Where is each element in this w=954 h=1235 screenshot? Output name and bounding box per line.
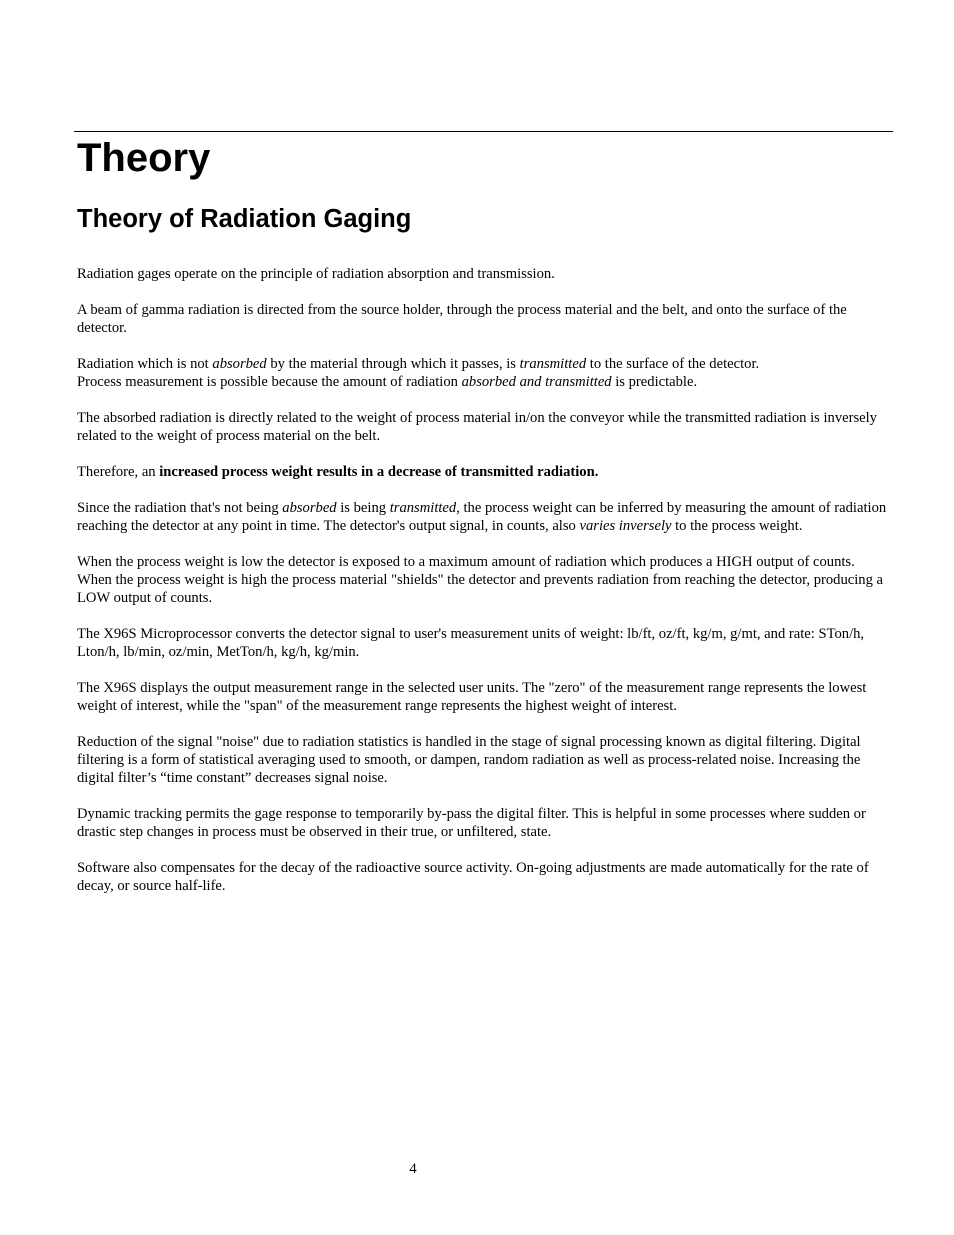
text-run: is being: [336, 500, 390, 516]
body-text: [77, 265, 889, 913]
chapter-title: Theory: [77, 136, 211, 180]
text-run: by the material through which it passes, is: [266, 356, 520, 372]
paragraph-12: [77, 859, 889, 895]
text-run: Since the radiation that's not being: [77, 500, 283, 516]
text-run: Process measurement is possible because the amount of radiation: [77, 374, 462, 390]
text-run: Software also compensates for the decay of the radioactive source activity. On-going adjustments are made automatically for the rate of decay, or source half-life.: [77, 860, 869, 894]
paragraph-11: [77, 805, 889, 841]
text-run: Radiation gages operate on the principle of radiation absorption and transmission.: [77, 266, 555, 282]
text-run: Radiation which is not: [77, 356, 213, 372]
section-title: Theory of Radiation Gaging: [77, 205, 412, 233]
bold-text: increased process weight results in a decrease of transmitted radiation.: [159, 464, 599, 480]
page-number: 4: [409, 1161, 417, 1177]
text-run: Therefore, an: [77, 464, 160, 480]
paragraph-2: [77, 301, 889, 337]
text-run: , the process weight can be inferred by measuring the amount of radiation reaching the detector at any point in time. The detector's output signal, in counts, also: [77, 500, 887, 534]
text-run: is predictable.: [611, 374, 698, 390]
header-rule: [74, 131, 893, 132]
text-run: A beam of gamma radiation is directed from the source holder, through the process material and the belt, and onto the surface of the detector.: [77, 302, 847, 336]
text-run: to the process weight.: [671, 518, 803, 534]
text-run: Reduction of the signal "noise" due to radiation statistics is handled in the stage of signal processing known as digital filtering. Digital filtering is a form of statistical averaging used to smooth, or dampen, random radiation as well as process-related noise. Increasing the digital filter’s “time constant” decreases signal noise.: [77, 734, 861, 786]
paragraph-1: [77, 265, 889, 283]
text-run: to the surface of the detector.: [586, 356, 760, 372]
italic-text: transmitted: [389, 500, 457, 516]
text-run: The X96S Microprocessor converts the detector signal to user's measurement units of weight: lb/ft, oz/ft, kg/m, g/mt, and rate: STon/h, Lton/h, lb/min, oz/min, MetTon/h, kg/h, kg/min.: [77, 626, 865, 660]
text-run: The X96S displays the output measurement range in the selected user units. The "zero" of the measurement range represents the lowest weight of interest, while the "span" of the measurement range represents the highest weight of interest.: [77, 680, 867, 714]
paragraph-9: [77, 679, 889, 715]
paragraph-6: [77, 499, 889, 535]
paragraph-5: [77, 463, 889, 481]
italic-text: varies inversely: [579, 518, 672, 534]
italic-text: absorbed: [212, 356, 267, 372]
paragraph-4: [77, 409, 889, 445]
paragraph-10: [77, 733, 889, 787]
paragraph-8: [77, 625, 889, 661]
italic-text: absorbed and transmitted: [461, 374, 612, 390]
text-run: Dynamic tracking permits the gage response to temporarily by-pass the digital filter. This is helpful in some processes where sudden or drastic step changes in process must be observed in their true, or unfiltered, state.: [77, 806, 866, 840]
paragraph-7: [77, 553, 889, 607]
italic-text: transmitted: [519, 356, 587, 372]
text-run: The absorbed radiation is directly related to the weight of process material in/on the conveyor while the transmitted radiation is inversely related to the weight of process material on the belt.: [77, 410, 877, 444]
paragraph-3: [77, 355, 889, 391]
text-run: When the process weight is low the detector is exposed to a maximum amount of radiation which produces a HIGH output of counts. When the process weight is high the process material "shields" the detector and prevents radiation from reaching the detector, producing a LOW output of counts.: [77, 554, 884, 606]
italic-text: absorbed: [282, 500, 337, 516]
